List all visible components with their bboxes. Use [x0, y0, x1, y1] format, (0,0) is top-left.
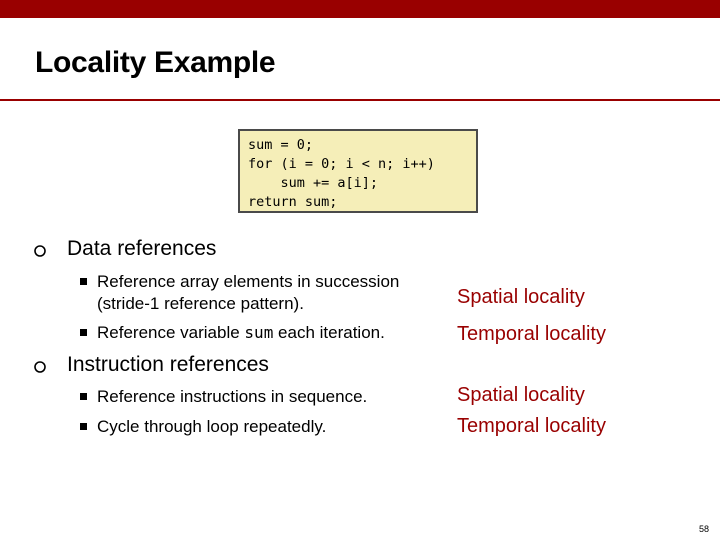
list-item: Cycle through loop repeatedly. [97, 417, 327, 436]
code-line: sum = 0; [248, 137, 314, 153]
list-item: Reference instructions in sequence. [97, 387, 368, 406]
square-bullet-icon [80, 423, 87, 430]
page-number: 58 [699, 524, 710, 534]
section-heading-instruction-references: Instruction references [67, 353, 269, 376]
title-underline [0, 99, 720, 101]
square-bullet-icon [80, 393, 87, 400]
section-heading-data-references: Data references [67, 237, 217, 260]
inline-code: sum [244, 323, 274, 342]
code-line: return sum; [248, 194, 338, 210]
hollow-circle-bullet-icon [33, 244, 49, 260]
item-text: (stride-1 reference pattern). [97, 294, 304, 313]
locality-label-temporal: Temporal locality [457, 323, 606, 345]
item-text: Reference variable [97, 323, 245, 342]
square-bullet-icon [80, 278, 87, 285]
square-bullet-icon [80, 329, 87, 336]
locality-label-spatial: Spatial locality [457, 286, 585, 308]
locality-label-temporal: Temporal locality [457, 415, 606, 437]
item-text: Reference array elements in succession [97, 272, 400, 291]
item-text: each iteration. [273, 323, 385, 342]
top-accent-bar [0, 0, 720, 18]
code-line: for (i = 0; i < n; i++) [248, 156, 435, 172]
slide-title: Locality Example [35, 46, 276, 79]
list-item [97, 271, 399, 315]
locality-label-spatial: Spatial locality [457, 384, 585, 406]
code-block [238, 129, 478, 213]
list-item [97, 322, 385, 344]
hollow-circle-bullet-icon [33, 360, 49, 376]
code-line: sum += a[i]; [248, 175, 379, 191]
